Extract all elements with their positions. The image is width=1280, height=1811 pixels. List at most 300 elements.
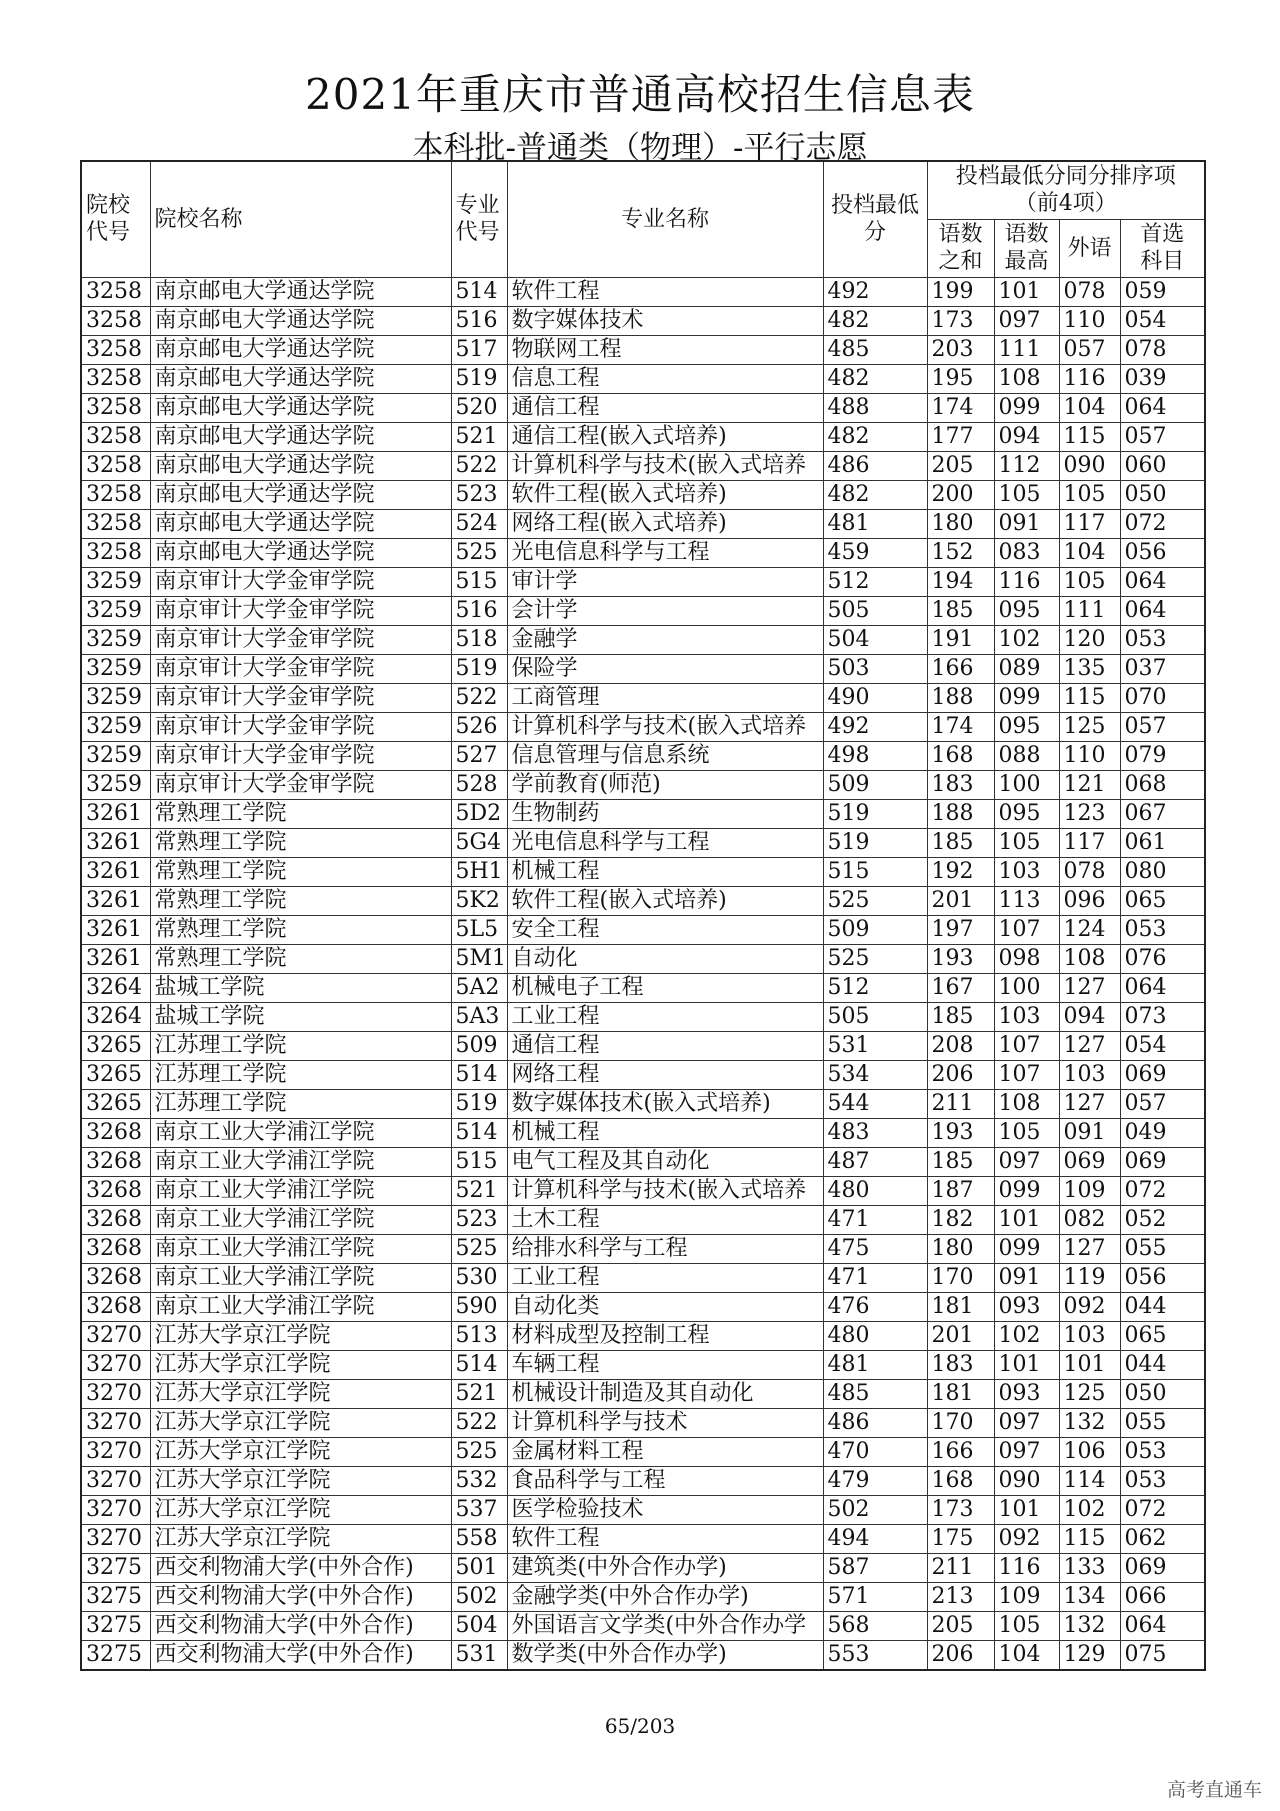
cell-major-name: 通信工程 xyxy=(507,1031,823,1060)
cell-school-name: 江苏大学京江学院 xyxy=(150,1408,451,1437)
cell-major-name: 网络工程 xyxy=(507,1060,823,1089)
table-row xyxy=(81,944,1205,973)
cell-first-subject: 073 xyxy=(1120,1002,1205,1031)
header-school-code: 院校代号 xyxy=(81,161,150,277)
cell-major-name: 金属材料工程 xyxy=(507,1437,823,1466)
cell-max-chn-math: 100 xyxy=(994,973,1059,1002)
cell-major-code: 5D2 xyxy=(451,799,507,828)
cell-foreign-lang: 106 xyxy=(1059,1437,1120,1466)
cell-min-score: 509 xyxy=(823,915,927,944)
cell-first-subject: 067 xyxy=(1120,799,1205,828)
cell-min-score: 471 xyxy=(823,1205,927,1234)
cell-first-subject: 070 xyxy=(1120,683,1205,712)
cell-min-score: 504 xyxy=(823,625,927,654)
cell-min-score: 587 xyxy=(823,1553,927,1582)
cell-first-subject: 055 xyxy=(1120,1408,1205,1437)
cell-min-score: 485 xyxy=(823,335,927,364)
cell-major-name: 建筑类(中外合作办学) xyxy=(507,1553,823,1582)
cell-major-code: 522 xyxy=(451,683,507,712)
cell-first-subject: 044 xyxy=(1120,1350,1205,1379)
cell-school-name: 南京工业大学浦江学院 xyxy=(150,1205,451,1234)
cell-school-code: 3258 xyxy=(81,422,150,451)
page-number: 65/203 xyxy=(604,1714,676,1738)
cell-major-code: 524 xyxy=(451,509,507,538)
cell-sum-chn-math: 193 xyxy=(927,944,994,973)
cell-school-code: 3258 xyxy=(81,335,150,364)
cell-major-name: 医学检验技术 xyxy=(507,1495,823,1524)
cell-major-name: 生物制药 xyxy=(507,799,823,828)
cell-min-score: 470 xyxy=(823,1437,927,1466)
table-row xyxy=(81,741,1205,770)
cell-major-code: 521 xyxy=(451,1176,507,1205)
cell-school-name: 南京邮电大学通达学院 xyxy=(150,509,451,538)
cell-sum-chn-math: 211 xyxy=(927,1553,994,1582)
cell-max-chn-math: 105 xyxy=(994,1118,1059,1147)
cell-major-name: 土木工程 xyxy=(507,1205,823,1234)
admission-table xyxy=(80,160,1206,1671)
cell-school-code: 3275 xyxy=(81,1640,150,1670)
cell-major-name: 外国语言文学类(中外合作办学 xyxy=(507,1611,823,1640)
cell-first-subject: 069 xyxy=(1120,1147,1205,1176)
cell-sum-chn-math: 195 xyxy=(927,364,994,393)
cell-first-subject: 037 xyxy=(1120,654,1205,683)
cell-major-name: 材料成型及控制工程 xyxy=(507,1321,823,1350)
table-row xyxy=(81,451,1205,480)
cell-foreign-lang: 091 xyxy=(1059,1118,1120,1147)
cell-major-code: 522 xyxy=(451,1408,507,1437)
cell-major-code: 526 xyxy=(451,712,507,741)
cell-foreign-lang: 109 xyxy=(1059,1176,1120,1205)
cell-max-chn-math: 101 xyxy=(994,277,1059,306)
cell-sum-chn-math: 211 xyxy=(927,1089,994,1118)
table-row xyxy=(81,1437,1205,1466)
table-row xyxy=(81,1466,1205,1495)
cell-major-code: 527 xyxy=(451,741,507,770)
cell-sum-chn-math: 213 xyxy=(927,1582,994,1611)
cell-school-name: 常熟理工学院 xyxy=(150,799,451,828)
cell-min-score: 512 xyxy=(823,973,927,1002)
cell-max-chn-math: 112 xyxy=(994,451,1059,480)
cell-sum-chn-math: 192 xyxy=(927,857,994,886)
cell-max-chn-math: 116 xyxy=(994,567,1059,596)
cell-max-chn-math: 088 xyxy=(994,741,1059,770)
header-major-name: 专业名称 xyxy=(507,161,823,277)
cell-sum-chn-math: 174 xyxy=(927,393,994,422)
cell-major-code: 522 xyxy=(451,451,507,480)
cell-max-chn-math: 102 xyxy=(994,625,1059,654)
cell-min-score: 485 xyxy=(823,1379,927,1408)
cell-school-code: 3270 xyxy=(81,1466,150,1495)
cell-major-name: 学前教育(师范) xyxy=(507,770,823,799)
cell-min-score: 480 xyxy=(823,1176,927,1205)
cell-sum-chn-math: 188 xyxy=(927,683,994,712)
cell-max-chn-math: 093 xyxy=(994,1379,1059,1408)
table-row xyxy=(81,1524,1205,1553)
cell-sum-chn-math: 182 xyxy=(927,1205,994,1234)
cell-min-score: 534 xyxy=(823,1060,927,1089)
cell-first-subject: 072 xyxy=(1120,1495,1205,1524)
cell-first-subject: 072 xyxy=(1120,1176,1205,1205)
cell-first-subject: 053 xyxy=(1120,1466,1205,1495)
cell-major-code: 520 xyxy=(451,393,507,422)
cell-school-code: 3258 xyxy=(81,451,150,480)
header-min-score: 投档最低分 xyxy=(823,161,927,277)
table-row xyxy=(81,335,1205,364)
cell-major-name: 信息工程 xyxy=(507,364,823,393)
cell-school-code: 3261 xyxy=(81,828,150,857)
cell-min-score: 459 xyxy=(823,538,927,567)
cell-sum-chn-math: 168 xyxy=(927,741,994,770)
table-row xyxy=(81,364,1205,393)
cell-first-subject: 049 xyxy=(1120,1118,1205,1147)
cell-school-code: 3270 xyxy=(81,1350,150,1379)
table-row xyxy=(81,277,1205,306)
cell-school-code: 3258 xyxy=(81,538,150,567)
table-row xyxy=(81,1031,1205,1060)
cell-sum-chn-math: 174 xyxy=(927,712,994,741)
cell-sum-chn-math: 152 xyxy=(927,538,994,567)
cell-max-chn-math: 097 xyxy=(994,1408,1059,1437)
header-foreign-lang: 外语 xyxy=(1059,219,1120,277)
table-row xyxy=(81,1002,1205,1031)
header-school-name: 院校名称 xyxy=(150,161,451,277)
cell-sum-chn-math: 166 xyxy=(927,1437,994,1466)
cell-max-chn-math: 103 xyxy=(994,1002,1059,1031)
header-max-chn-math: 语数最高 xyxy=(994,219,1059,277)
cell-max-chn-math: 089 xyxy=(994,654,1059,683)
table-row xyxy=(81,1640,1205,1670)
cell-major-code: 5H1 xyxy=(451,857,507,886)
cell-sum-chn-math: 191 xyxy=(927,625,994,654)
cell-school-code: 3259 xyxy=(81,596,150,625)
cell-min-score: 519 xyxy=(823,828,927,857)
cell-foreign-lang: 134 xyxy=(1059,1582,1120,1611)
cell-major-code: 516 xyxy=(451,596,507,625)
cell-sum-chn-math: 173 xyxy=(927,306,994,335)
cell-major-name: 机械设计制造及其自动化 xyxy=(507,1379,823,1408)
cell-foreign-lang: 094 xyxy=(1059,1002,1120,1031)
table-row xyxy=(81,1582,1205,1611)
cell-first-subject: 039 xyxy=(1120,364,1205,393)
table-row xyxy=(81,1321,1205,1350)
cell-major-name: 光电信息科学与工程 xyxy=(507,538,823,567)
cell-foreign-lang: 090 xyxy=(1059,451,1120,480)
cell-first-subject: 064 xyxy=(1120,596,1205,625)
cell-min-score: 525 xyxy=(823,944,927,973)
cell-min-score: 515 xyxy=(823,857,927,886)
cell-foreign-lang: 082 xyxy=(1059,1205,1120,1234)
cell-school-name: 南京邮电大学通达学院 xyxy=(150,422,451,451)
cell-school-name: 南京审计大学金审学院 xyxy=(150,567,451,596)
cell-max-chn-math: 111 xyxy=(994,335,1059,364)
cell-sum-chn-math: 193 xyxy=(927,1118,994,1147)
cell-major-name: 软件工程(嵌入式培养) xyxy=(507,886,823,915)
cell-max-chn-math: 098 xyxy=(994,944,1059,973)
cell-sum-chn-math: 187 xyxy=(927,1176,994,1205)
cell-foreign-lang: 103 xyxy=(1059,1060,1120,1089)
cell-first-subject: 072 xyxy=(1120,509,1205,538)
cell-first-subject: 064 xyxy=(1120,973,1205,1002)
cell-max-chn-math: 083 xyxy=(994,538,1059,567)
cell-major-name: 信息管理与信息系统 xyxy=(507,741,823,770)
cell-foreign-lang: 125 xyxy=(1059,1379,1120,1408)
cell-min-score: 486 xyxy=(823,1408,927,1437)
cell-foreign-lang: 135 xyxy=(1059,654,1120,683)
table-row xyxy=(81,886,1205,915)
table-row xyxy=(81,1147,1205,1176)
table-row xyxy=(81,1553,1205,1582)
cell-school-code: 3259 xyxy=(81,770,150,799)
cell-school-name: 南京邮电大学通达学院 xyxy=(150,538,451,567)
cell-sum-chn-math: 194 xyxy=(927,567,994,596)
table-row xyxy=(81,625,1205,654)
cell-first-subject: 066 xyxy=(1120,1582,1205,1611)
cell-min-score: 492 xyxy=(823,712,927,741)
cell-min-score: 479 xyxy=(823,1466,927,1495)
cell-major-name: 工业工程 xyxy=(507,1002,823,1031)
cell-major-name: 电气工程及其自动化 xyxy=(507,1147,823,1176)
cell-max-chn-math: 092 xyxy=(994,1524,1059,1553)
cell-school-code: 3258 xyxy=(81,393,150,422)
cell-school-name: 南京审计大学金审学院 xyxy=(150,712,451,741)
cell-school-name: 江苏大学京江学院 xyxy=(150,1466,451,1495)
cell-major-code: 518 xyxy=(451,625,507,654)
cell-school-code: 3270 xyxy=(81,1524,150,1553)
cell-school-code: 3265 xyxy=(81,1089,150,1118)
cell-school-code: 3259 xyxy=(81,741,150,770)
cell-sum-chn-math: 205 xyxy=(927,451,994,480)
cell-major-code: 525 xyxy=(451,1234,507,1263)
cell-major-code: 514 xyxy=(451,1060,507,1089)
cell-min-score: 482 xyxy=(823,422,927,451)
cell-school-name: 南京邮电大学通达学院 xyxy=(150,393,451,422)
table-row xyxy=(81,1611,1205,1640)
cell-major-name: 会计学 xyxy=(507,596,823,625)
cell-first-subject: 076 xyxy=(1120,944,1205,973)
cell-sum-chn-math: 208 xyxy=(927,1031,994,1060)
cell-school-code: 3268 xyxy=(81,1263,150,1292)
cell-school-name: 常熟理工学院 xyxy=(150,915,451,944)
cell-school-code: 3275 xyxy=(81,1582,150,1611)
cell-major-code: 502 xyxy=(451,1582,507,1611)
cell-school-code: 3264 xyxy=(81,973,150,1002)
cell-school-name: 江苏理工学院 xyxy=(150,1089,451,1118)
table-row xyxy=(81,393,1205,422)
cell-max-chn-math: 095 xyxy=(994,596,1059,625)
cell-first-subject: 069 xyxy=(1120,1060,1205,1089)
cell-foreign-lang: 110 xyxy=(1059,741,1120,770)
cell-major-name: 工商管理 xyxy=(507,683,823,712)
cell-foreign-lang: 103 xyxy=(1059,1321,1120,1350)
cell-max-chn-math: 113 xyxy=(994,886,1059,915)
cell-major-code: 5G4 xyxy=(451,828,507,857)
cell-major-code: 531 xyxy=(451,1640,507,1670)
cell-max-chn-math: 099 xyxy=(994,683,1059,712)
header-tiebreak-group: 投档最低分同分排序项（前4项） xyxy=(927,161,1205,219)
cell-min-score: 503 xyxy=(823,654,927,683)
cell-first-subject: 064 xyxy=(1120,393,1205,422)
cell-school-code: 3270 xyxy=(81,1321,150,1350)
cell-major-code: 530 xyxy=(451,1263,507,1292)
cell-foreign-lang: 105 xyxy=(1059,567,1120,596)
cell-max-chn-math: 116 xyxy=(994,1553,1059,1582)
cell-major-code: 521 xyxy=(451,422,507,451)
cell-major-code: 516 xyxy=(451,306,507,335)
table-row xyxy=(81,654,1205,683)
cell-min-score: 553 xyxy=(823,1640,927,1670)
cell-sum-chn-math: 167 xyxy=(927,973,994,1002)
cell-major-code: 515 xyxy=(451,567,507,596)
cell-school-code: 3270 xyxy=(81,1408,150,1437)
cell-min-score: 471 xyxy=(823,1263,927,1292)
table-row xyxy=(81,1118,1205,1147)
cell-sum-chn-math: 183 xyxy=(927,770,994,799)
cell-max-chn-math: 105 xyxy=(994,1611,1059,1640)
cell-school-name: 南京邮电大学通达学院 xyxy=(150,451,451,480)
cell-foreign-lang: 104 xyxy=(1059,538,1120,567)
cell-school-name: 南京邮电大学通达学院 xyxy=(150,480,451,509)
cell-max-chn-math: 101 xyxy=(994,1350,1059,1379)
cell-major-code: 509 xyxy=(451,1031,507,1060)
cell-first-subject: 075 xyxy=(1120,1640,1205,1670)
table-row xyxy=(81,567,1205,596)
cell-sum-chn-math: 166 xyxy=(927,654,994,683)
cell-max-chn-math: 101 xyxy=(994,1205,1059,1234)
cell-major-name: 计算机科学与技术(嵌入式培养 xyxy=(507,1176,823,1205)
cell-major-name: 计算机科学与技术 xyxy=(507,1408,823,1437)
cell-first-subject: 065 xyxy=(1120,1321,1205,1350)
cell-school-name: 常熟理工学院 xyxy=(150,886,451,915)
cell-school-code: 3259 xyxy=(81,654,150,683)
cell-school-code: 3265 xyxy=(81,1060,150,1089)
cell-major-name: 物联网工程 xyxy=(507,335,823,364)
cell-foreign-lang: 057 xyxy=(1059,335,1120,364)
cell-sum-chn-math: 170 xyxy=(927,1263,994,1292)
cell-max-chn-math: 107 xyxy=(994,915,1059,944)
table-row xyxy=(81,596,1205,625)
cell-major-code: 5M1 xyxy=(451,944,507,973)
cell-max-chn-math: 095 xyxy=(994,712,1059,741)
cell-foreign-lang: 132 xyxy=(1059,1408,1120,1437)
cell-foreign-lang: 127 xyxy=(1059,1089,1120,1118)
cell-foreign-lang: 120 xyxy=(1059,625,1120,654)
cell-school-code: 3259 xyxy=(81,567,150,596)
cell-school-name: 南京审计大学金审学院 xyxy=(150,770,451,799)
cell-major-name: 自动化类 xyxy=(507,1292,823,1321)
cell-max-chn-math: 099 xyxy=(994,1234,1059,1263)
cell-first-subject: 065 xyxy=(1120,886,1205,915)
table-row xyxy=(81,306,1205,335)
cell-min-score: 481 xyxy=(823,1350,927,1379)
cell-max-chn-math: 095 xyxy=(994,799,1059,828)
cell-major-code: 519 xyxy=(451,364,507,393)
cell-min-score: 476 xyxy=(823,1292,927,1321)
cell-school-code: 3268 xyxy=(81,1205,150,1234)
cell-sum-chn-math: 199 xyxy=(927,277,994,306)
cell-sum-chn-math: 185 xyxy=(927,596,994,625)
table-row xyxy=(81,1495,1205,1524)
cell-min-score: 544 xyxy=(823,1089,927,1118)
cell-foreign-lang: 078 xyxy=(1059,857,1120,886)
watermark-label: 高考直通车 xyxy=(1166,1779,1262,1801)
cell-school-name: 江苏大学京江学院 xyxy=(150,1379,451,1408)
cell-major-code: 5L5 xyxy=(451,915,507,944)
table-row xyxy=(81,1292,1205,1321)
cell-major-code: 519 xyxy=(451,1089,507,1118)
cell-sum-chn-math: 206 xyxy=(927,1060,994,1089)
cell-first-subject: 069 xyxy=(1120,1553,1205,1582)
cell-foreign-lang: 104 xyxy=(1059,393,1120,422)
cell-school-code: 3261 xyxy=(81,944,150,973)
cell-school-name: 南京邮电大学通达学院 xyxy=(150,306,451,335)
cell-major-code: 504 xyxy=(451,1611,507,1640)
cell-major-code: 5A3 xyxy=(451,1002,507,1031)
cell-school-code: 3261 xyxy=(81,857,150,886)
cell-school-code: 3270 xyxy=(81,1437,150,1466)
cell-foreign-lang: 110 xyxy=(1059,306,1120,335)
cell-foreign-lang: 132 xyxy=(1059,1611,1120,1640)
cell-school-name: 南京审计大学金审学院 xyxy=(150,625,451,654)
cell-school-name: 江苏大学京江学院 xyxy=(150,1495,451,1524)
cell-min-score: 531 xyxy=(823,1031,927,1060)
cell-first-subject: 054 xyxy=(1120,1031,1205,1060)
cell-min-score: 525 xyxy=(823,886,927,915)
cell-major-name: 软件工程 xyxy=(507,277,823,306)
cell-first-subject: 059 xyxy=(1120,277,1205,306)
table-row xyxy=(81,480,1205,509)
cell-first-subject: 050 xyxy=(1120,480,1205,509)
cell-foreign-lang: 115 xyxy=(1059,422,1120,451)
cell-first-subject: 054 xyxy=(1120,306,1205,335)
cell-major-name: 计算机科学与技术(嵌入式培养 xyxy=(507,712,823,741)
cell-major-code: 515 xyxy=(451,1147,507,1176)
table-row xyxy=(81,1234,1205,1263)
cell-min-score: 483 xyxy=(823,1118,927,1147)
cell-first-subject: 080 xyxy=(1120,857,1205,886)
cell-school-name: 西交利物浦大学(中外合作) xyxy=(150,1553,451,1582)
cell-foreign-lang: 111 xyxy=(1059,596,1120,625)
cell-min-score: 505 xyxy=(823,1002,927,1031)
cell-school-code: 3268 xyxy=(81,1118,150,1147)
cell-sum-chn-math: 205 xyxy=(927,1611,994,1640)
cell-school-name: 西交利物浦大学(中外合作) xyxy=(150,1640,451,1670)
cell-min-score: 481 xyxy=(823,509,927,538)
cell-max-chn-math: 093 xyxy=(994,1292,1059,1321)
cell-first-subject: 068 xyxy=(1120,770,1205,799)
cell-major-code: 590 xyxy=(451,1292,507,1321)
cell-foreign-lang: 125 xyxy=(1059,712,1120,741)
cell-school-code: 3268 xyxy=(81,1234,150,1263)
cell-school-name: 南京邮电大学通达学院 xyxy=(150,335,451,364)
cell-major-name: 计算机科学与技术(嵌入式培养 xyxy=(507,451,823,480)
cell-school-code: 3258 xyxy=(81,277,150,306)
cell-school-name: 南京工业大学浦江学院 xyxy=(150,1118,451,1147)
page-subtitle: 本科批-普通类（物理）-平行志愿 xyxy=(412,130,868,166)
cell-school-name: 南京工业大学浦江学院 xyxy=(150,1234,451,1263)
cell-major-name: 网络工程(嵌入式培养) xyxy=(507,509,823,538)
cell-sum-chn-math: 168 xyxy=(927,1466,994,1495)
cell-major-code: 525 xyxy=(451,538,507,567)
table-row xyxy=(81,509,1205,538)
cell-school-name: 南京邮电大学通达学院 xyxy=(150,364,451,393)
cell-school-name: 南京审计大学金审学院 xyxy=(150,683,451,712)
cell-first-subject: 056 xyxy=(1120,538,1205,567)
header-sum-chn-math: 语数之和 xyxy=(927,219,994,277)
table-row xyxy=(81,1205,1205,1234)
cell-school-code: 3275 xyxy=(81,1611,150,1640)
cell-sum-chn-math: 206 xyxy=(927,1640,994,1670)
cell-school-code: 3259 xyxy=(81,712,150,741)
